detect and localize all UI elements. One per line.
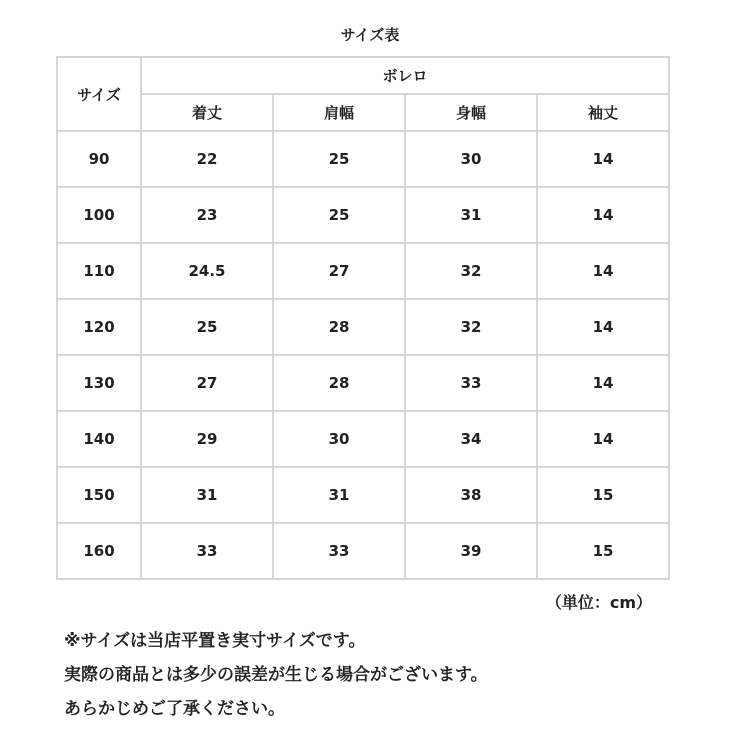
value-cell: 14 — [537, 187, 669, 243]
page-title: サイズ表 — [340, 26, 400, 44]
value-cell: 25 — [141, 299, 273, 355]
value-cell: 27 — [273, 243, 405, 299]
value-cell: 38 — [405, 467, 537, 523]
table-subheader-row — [57, 94, 669, 131]
value-cell: 39 — [405, 523, 537, 579]
column-header-shoulder: 肩幅 — [273, 94, 405, 131]
notes-block — [64, 624, 488, 726]
value-cell: 14 — [537, 299, 669, 355]
table-row — [57, 355, 669, 411]
value-cell: 30 — [405, 131, 537, 187]
table-row — [57, 523, 669, 579]
value-cell: 15 — [537, 523, 669, 579]
note-line: あらかじめご了承ください。 — [64, 699, 285, 719]
table-row — [57, 411, 669, 467]
size-cell: 130 — [57, 355, 141, 411]
table-row — [57, 243, 669, 299]
value-cell: 24.5 — [141, 243, 273, 299]
size-cell: 140 — [57, 411, 141, 467]
size-cell: 160 — [57, 523, 141, 579]
unit-note: （単位：cm） — [545, 593, 652, 612]
size-cell: 150 — [57, 467, 141, 523]
value-cell: 23 — [141, 187, 273, 243]
value-cell: 28 — [273, 299, 405, 355]
value-cell: 33 — [273, 523, 405, 579]
note-line: ※サイズは当店平置き実寸サイズです。 — [64, 631, 366, 651]
value-cell: 25 — [273, 187, 405, 243]
column-header-sleeve: 袖丈 — [537, 94, 669, 131]
value-cell: 31 — [273, 467, 405, 523]
size-cell: 100 — [57, 187, 141, 243]
value-cell: 25 — [273, 131, 405, 187]
table-row — [57, 299, 669, 355]
size-table — [56, 56, 670, 580]
value-cell: 34 — [405, 411, 537, 467]
table-row — [57, 131, 669, 187]
column-header-width: 身幅 — [405, 94, 537, 131]
value-cell: 33 — [141, 523, 273, 579]
value-cell: 22 — [141, 131, 273, 187]
bolero-group-header: ボレロ — [141, 57, 669, 94]
size-column-header: サイズ — [57, 57, 141, 131]
value-cell: 29 — [141, 411, 273, 467]
column-header-length: 着丈 — [141, 94, 273, 131]
table-row — [57, 187, 669, 243]
value-cell: 32 — [405, 243, 537, 299]
value-cell: 14 — [537, 243, 669, 299]
value-cell: 31 — [141, 467, 273, 523]
value-cell: 14 — [537, 131, 669, 187]
table-row — [57, 467, 669, 523]
size-cell: 120 — [57, 299, 141, 355]
value-cell: 28 — [273, 355, 405, 411]
note-line: 実際の商品とは多少の誤差が生じる場合がございます。 — [64, 665, 488, 685]
table-header-row — [57, 57, 669, 94]
value-cell: 31 — [405, 187, 537, 243]
value-cell: 30 — [273, 411, 405, 467]
value-cell: 27 — [141, 355, 273, 411]
size-cell: 110 — [57, 243, 141, 299]
value-cell: 14 — [537, 411, 669, 467]
value-cell: 15 — [537, 467, 669, 523]
value-cell: 33 — [405, 355, 537, 411]
value-cell: 14 — [537, 355, 669, 411]
value-cell: 32 — [405, 299, 537, 355]
size-cell: 90 — [57, 131, 141, 187]
